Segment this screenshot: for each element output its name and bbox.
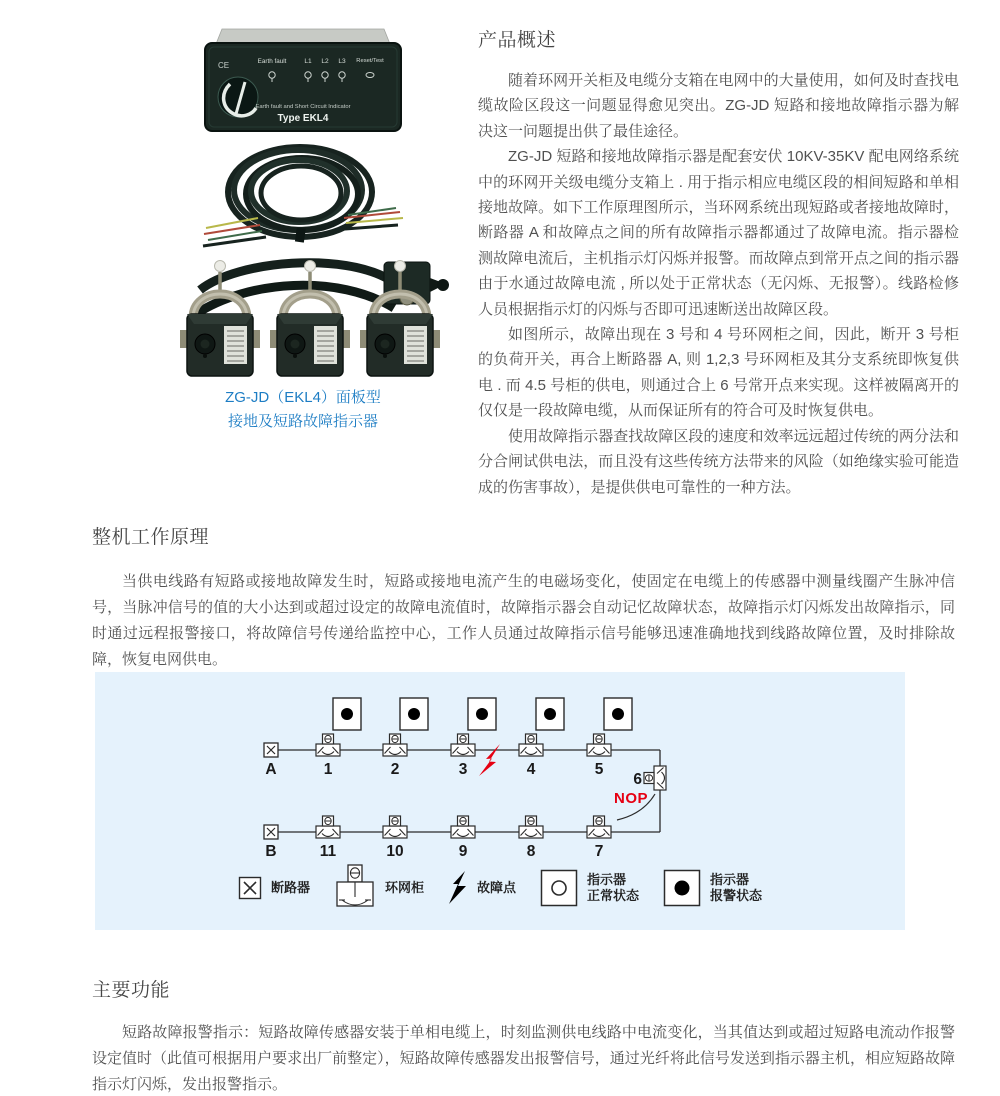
ring-unit-1 [316, 734, 340, 756]
label-l3: L3 [338, 58, 346, 65]
fault-lightning-icon [448, 871, 468, 905]
legend-label-fault: 故障点 [476, 880, 516, 895]
label-unit-9: 9 [458, 843, 468, 860]
indicator-box-5 [604, 698, 632, 730]
functions-heading: 主要功能 [92, 980, 171, 1001]
legend-label-indicator-alarm: 指示器 报警状态 [710, 872, 763, 903]
legend-label-indicator-normal: 指示器 正常状态 [587, 872, 640, 903]
ring-unit-8 [519, 816, 543, 838]
legend-item-fault [448, 871, 516, 905]
label-breaker-A: A [265, 761, 277, 778]
ring-unit-2 [383, 734, 407, 756]
label-unit-3: 3 [458, 761, 468, 778]
legend-label-breaker: 断路器 [270, 880, 310, 895]
product-caption [148, 386, 458, 434]
ring-unit-3 [451, 734, 475, 756]
indicator-box-1 [333, 698, 361, 730]
legend-label-ring-unit: 环网柜 [384, 880, 424, 895]
label-l2: L2 [321, 58, 329, 65]
product-photo-illustration [148, 22, 458, 380]
label-unit-7: 7 [594, 843, 604, 860]
ring-unit-10 [383, 816, 407, 838]
principle-heading: 整机工作原理 [92, 527, 210, 548]
brand-logo-icon [218, 77, 258, 117]
section-working-principle [92, 522, 955, 673]
label-unit-10: 10 [386, 843, 404, 860]
cable-coil [203, 147, 403, 246]
product-caption-line2: 接地及短路故障指示器 [227, 413, 378, 430]
ce-mark: CE [218, 61, 230, 70]
figure-product-photo [148, 22, 458, 380]
ring-unit-4 [519, 734, 543, 756]
breaker-A-symbol [264, 743, 278, 757]
ring-unit-11 [316, 816, 340, 838]
overview-paragraph-4: 使用故障指示器查找故障区段的速度和效率远远超过传统的两分法和分合闸试供电法，而且没有这些传统方法带来的风险（如绝缘实验可能造成的伤害事故），是提供供电可靠性的一种方法。 [478, 427, 959, 496]
label-unit-1: 1 [323, 761, 333, 778]
clamp-sensor-1 [180, 261, 260, 377]
label-nop: NOP [613, 790, 649, 807]
ring-unit-7 [587, 816, 611, 838]
legend-item-indicator-normal [540, 869, 639, 907]
label-reset-test: Reset/Test [356, 58, 384, 64]
ring-unit-5 [587, 734, 611, 756]
label-unit-5: 5 [594, 761, 604, 778]
fault-point-icon [479, 744, 500, 776]
indicator-normal-icon [540, 869, 578, 907]
device-top-plate [216, 29, 390, 44]
device-subtitle: Earth fault and Short Circuit Indicator [255, 104, 351, 110]
label-l1: L1 [304, 58, 312, 65]
product-caption-line1: ZG-JD（EKL4）面板型 [225, 389, 381, 406]
functions-paragraph: 短路故障报警指示：短路故障传感器安装于单相电缆上，时刻监测供电线路中电流变化，当其值达到或超过短路电流动作报警设定值时（此值可根据用户要求出厂前整定），短路故障传感器发出报警信号，通过光纤将此信号发送到指示器主机，相应短路故障指示灯闪烁，发出报警指示。 [92, 1024, 955, 1093]
legend-item-ring-unit [334, 864, 424, 912]
ring-unit-6 [644, 766, 666, 790]
clamp-sensor-2 [270, 261, 350, 377]
legend-item-breaker [238, 876, 310, 900]
overview-paragraph-2: ZG-JD 短路和接地故障指示器是配套安伏 10KV-35KV 配电网络系统中的环网开关级电缆分支箱上 . 用于指示相应电缆区段的相间短路和单相接地故障。如下工作原理图所示，当环网系统出现短路或者接地故障时，断路器 A 和故障点之间的所有故障指示器都通过了故障电流。指示器检测故障电流后，主机指示灯闪烁并报警。而故障点到常开点之间的指示器由于水通过故障电流 , 所以处于正常状态（无闪烁、无报警）。线路检修人员根据指示灯的闪烁与否即可迅速断送出故障区段。 [478, 148, 959, 318]
ring-unit-9 [451, 816, 475, 838]
indicator-box-3 [468, 698, 496, 730]
diagram-legend [95, 860, 905, 916]
label-unit-11: 11 [319, 843, 337, 860]
working-principle-diagram [95, 672, 905, 930]
overview-paragraph-3: 如图所示，故障出现在 3 号和 4 号环网柜之间，因此，断开 3 号柜的负荷开关，再合上断路器 A, 则 1,2,3 号环网柜及其分支系统即恢复供电 . 而 4.5 号柜的供电，则通过合上 6 号常开点来实现。这样被隔离开的仅仅是一段故障电缆，从而保证所有的符合可及时恢复供电。 [478, 326, 959, 420]
ring-main-unit-icon [334, 864, 376, 912]
legend-item-indicator-alarm [663, 869, 762, 907]
label-unit-6: 6 [633, 771, 642, 788]
device-type-label: Type EKL4 [277, 113, 329, 124]
section-product-overview [478, 25, 959, 500]
label-unit-2: 2 [390, 761, 400, 778]
device-panel [205, 43, 401, 131]
indicator-alarm-icon [663, 869, 701, 907]
overview-paragraph-1: 随着环网开关柜及电缆分支箱在电网中的大量使用，如何及时查找电缆故险区段这一问题显得愈见突出。ZG-JD 短路和接地故障指示器为解决这一问题提出供了最佳途径。 [478, 72, 959, 140]
label-unit-4: 4 [526, 761, 536, 778]
indicator-box-2 [400, 698, 428, 730]
section-main-functions [92, 975, 955, 1096]
principle-paragraph: 当供电线路有短路或接地故障发生时，短路或接地电流产生的电磁场变化，使固定在电缆上的传感器中测量线圈产生脉冲信号，当脉冲信号的值的大小达到或超过设定的故障电流值时，故障指示器会自动记忆故障状态，故障指示灯闪烁发出故障指示，同时通过远程报警接口，将故障信号传递给监控中心，工作人员通过故障指示信号能够迅速准确地找到线路故障位置，及时排除故障，恢复电网供电。 [92, 573, 955, 668]
indicator-box-4 [536, 698, 564, 730]
breaker-icon [238, 876, 262, 900]
sensor-strap [196, 262, 449, 314]
label-breaker-B: B [265, 843, 277, 860]
breaker-B-symbol [264, 825, 278, 839]
label-earth-fault: Earth fault [257, 58, 287, 65]
label-unit-8: 8 [526, 843, 536, 860]
overview-heading: 产品概述 [478, 30, 557, 51]
